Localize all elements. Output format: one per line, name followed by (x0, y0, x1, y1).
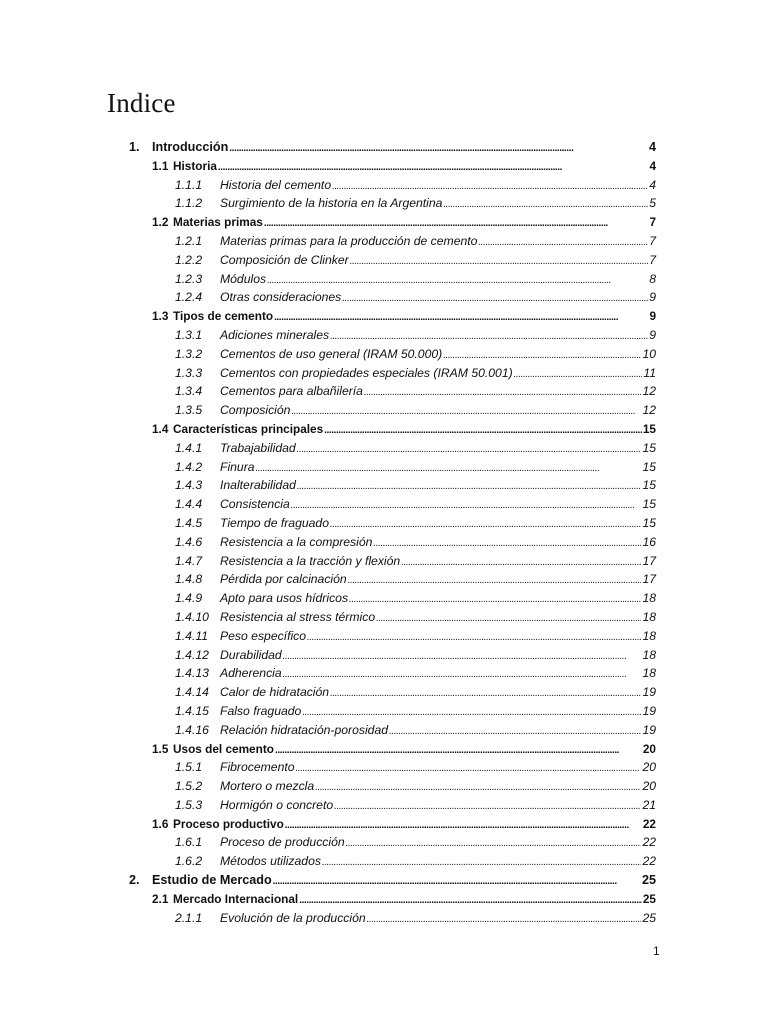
toc-entry[interactable] (0, 570, 768, 589)
toc-entry-page: 21 (642, 797, 656, 812)
toc-entry-number: 1.4.6 (175, 534, 203, 549)
toc-entry-page: 19 (642, 685, 656, 700)
toc-dot-leader (283, 664, 642, 685)
table-of-contents (0, 138, 768, 927)
toc-entry-page: 4 (649, 158, 656, 173)
toc-entry-title: Materias primas para la producción de cemento (220, 233, 478, 248)
toc-dot-leader (373, 533, 641, 554)
toc-entry[interactable] (0, 364, 768, 383)
toc-entry-title: Cementos de uso general (IRAM 50.000) (220, 346, 443, 361)
toc-dot-leader (267, 270, 648, 291)
toc-entry-page: 20 (642, 760, 656, 775)
toc-dot-leader (346, 833, 642, 854)
toc-entry[interactable] (0, 552, 768, 571)
toc-entry-number: 1.4.5 (175, 515, 203, 530)
toc-entry-number: 1.4.14 (175, 685, 209, 700)
toc-entry[interactable] (0, 702, 768, 721)
toc-entry-page: 4 (648, 140, 656, 154)
toc-entry-number: 1.3 (152, 309, 169, 324)
toc-entry[interactable] (0, 909, 768, 928)
toc-entry-number: 1.6.2 (175, 854, 203, 869)
toc-dot-leader (334, 796, 641, 817)
toc-entry-page: 15 (642, 440, 656, 455)
toc-dot-leader (348, 570, 642, 591)
toc-dot-leader (332, 176, 648, 197)
toc-entry-page: 25 (642, 910, 656, 925)
toc-entry-title: Falso fraguado (220, 703, 302, 718)
toc-entry-number: 1.1.1 (175, 177, 203, 192)
toc-entry-page: 4 (649, 177, 656, 192)
toc-entry-number: 1.2.4 (175, 290, 203, 305)
toc-entry-title: Adiciones minerales (220, 327, 330, 342)
toc-entry-title: Historia del cemento (220, 177, 332, 192)
toc-entry-title: Módulos (220, 271, 267, 286)
toc-entry[interactable] (0, 138, 768, 157)
toc-entry-title: Proceso de producción (220, 835, 345, 850)
toc-entry-page: 8 (649, 271, 656, 286)
toc-entry[interactable] (0, 890, 768, 909)
toc-entry-title: Resistencia al stress térmico (220, 609, 376, 624)
toc-entry[interactable] (0, 664, 768, 683)
toc-entry-page: 15 (642, 459, 656, 474)
toc-dot-leader (350, 251, 649, 272)
toc-entry-title: Adherencia (220, 666, 282, 681)
toc-dot-leader (275, 740, 642, 761)
toc-entry-page: 17 (642, 572, 656, 587)
toc-entry-page: 17 (642, 553, 656, 568)
toc-entry[interactable] (0, 382, 768, 401)
toc-entry[interactable] (0, 833, 768, 852)
toc-entry[interactable] (0, 288, 768, 307)
toc-entry-title: Cementos para albañilería (220, 384, 363, 399)
toc-entry-number: 1.4 (152, 421, 169, 436)
toc-entry[interactable] (0, 307, 768, 326)
toc-entry-number: 1.4.9 (175, 591, 203, 606)
toc-entry[interactable] (0, 852, 768, 871)
toc-entry-page: 10 (642, 346, 656, 361)
toc-entry-page: 7 (649, 215, 656, 230)
toc-entry-page: 11 (643, 365, 656, 380)
toc-entry[interactable] (0, 439, 768, 458)
toc-entry-title: Otras consideraciones (220, 290, 342, 305)
toc-entry-title: Relación hidratación-porosidad (220, 722, 389, 737)
toc-entry[interactable] (0, 514, 768, 533)
toc-entry[interactable] (0, 157, 768, 176)
toc-entry-page: 15 (642, 421, 656, 436)
toc-entry[interactable] (0, 194, 768, 213)
toc-entry-title: Características principales (173, 421, 324, 436)
toc-entry-page: 19 (642, 703, 656, 718)
toc-entry-number: 1.5.2 (175, 779, 203, 794)
toc-entry-number: 1.6.1 (175, 835, 203, 850)
toc-entry-page: 18 (642, 647, 656, 662)
toc-entry-title: Proceso productivo (173, 816, 284, 831)
toc-entry[interactable] (0, 646, 768, 665)
toc-dot-leader (299, 890, 642, 911)
toc-entry-number: 1.4.13 (175, 666, 209, 681)
toc-entry-title: Composición (220, 403, 291, 418)
toc-entry-number: 2.1.1 (175, 910, 203, 925)
toc-entry[interactable] (0, 740, 768, 759)
toc-dot-leader (229, 138, 648, 159)
toc-entry-page: 9 (649, 290, 656, 305)
toc-entry-page: 9 (649, 327, 656, 342)
toc-entry-number: 1.2.2 (175, 252, 203, 267)
toc-entry-number: 1.3.5 (175, 403, 203, 418)
toc-entry[interactable] (0, 476, 768, 495)
toc-entry-number: 1.5.3 (175, 797, 203, 812)
toc-entry-page: 22 (642, 854, 656, 869)
toc-entry-page: 7 (649, 233, 656, 248)
toc-dot-leader (349, 589, 641, 610)
toc-entry-title: Pérdida por calcinación (220, 572, 347, 587)
toc-entry[interactable] (0, 326, 768, 345)
toc-entry-title: Mortero o mezcla (220, 779, 315, 794)
toc-entry-title: Resistencia a la compresión (220, 534, 373, 549)
toc-entry-number: 1.4.1 (175, 440, 203, 455)
page-title: Indice (107, 88, 176, 118)
toc-entry-title: Composición de Clinker (220, 252, 349, 267)
toc-entry-page: 18 (642, 591, 656, 606)
toc-dot-leader (376, 608, 641, 629)
toc-dot-leader (364, 382, 641, 403)
toc-entry[interactable] (0, 796, 768, 815)
toc-dot-leader (514, 364, 643, 385)
toc-entry-number: 1.4.11 (175, 628, 208, 643)
toc-entry[interactable] (0, 232, 768, 251)
toc-dot-leader (389, 721, 641, 742)
toc-entry-title: Introducción (152, 140, 229, 154)
toc-entry-number: 1.2.1 (175, 233, 203, 248)
toc-dot-leader (342, 288, 648, 309)
toc-entry[interactable] (0, 213, 768, 232)
toc-entry-title: Historia (173, 158, 217, 173)
toc-entry-number: 1.4.16 (175, 722, 209, 737)
toc-entry[interactable] (0, 608, 768, 627)
toc-entry-title: Calor de hidratación (220, 685, 330, 700)
toc-entry-number: 2.1 (152, 891, 169, 906)
toc-dot-leader (285, 815, 642, 836)
toc-dot-leader (274, 307, 648, 328)
toc-entry-page: 12 (642, 384, 656, 399)
toc-entry-title: Usos del cemento (173, 741, 274, 756)
toc-entry-page: 18 (642, 666, 656, 681)
toc-entry-number: 1.4.15 (175, 703, 209, 718)
toc-entry[interactable] (0, 495, 768, 514)
toc-entry-number: 1.5.1 (175, 760, 203, 775)
toc-entry[interactable] (0, 683, 768, 702)
toc-entry-title: Cementos con propiedades especiales (IRAM 50.001) (220, 365, 513, 380)
toc-entry-title: Apto para usos hídricos (220, 591, 349, 606)
toc-entry-title: Inalterabilidad (220, 478, 296, 493)
page-number: 1 (653, 944, 660, 958)
toc-entry[interactable] (0, 251, 768, 270)
toc-entry[interactable] (0, 721, 768, 740)
toc-entry-page: 15 (642, 478, 656, 493)
toc-entry[interactable] (0, 589, 768, 608)
toc-entry-title: Surgimiento de la historia en la Argentina (220, 196, 443, 211)
toc-entry-title: Métodos utilizados (220, 854, 321, 869)
toc-dot-leader (401, 552, 641, 573)
toc-entry-number: 1.4.4 (175, 497, 203, 512)
toc-dot-leader (297, 476, 642, 497)
toc-entry-page: 9 (649, 309, 656, 324)
toc-entry-number: 1.3.2 (175, 346, 203, 361)
toc-entry[interactable] (0, 871, 768, 890)
toc-entry-page: 25 (642, 891, 656, 906)
toc-entry-page: 18 (642, 628, 656, 643)
toc-dot-leader (283, 646, 642, 667)
toc-dot-leader (218, 157, 649, 178)
toc-entry-page: 5 (649, 196, 656, 211)
toc-entry[interactable] (0, 345, 768, 364)
toc-entry-page: 12 (642, 403, 656, 418)
toc-entry-title: Finura (220, 459, 255, 474)
toc-entry-title: Durabilidad (220, 647, 282, 662)
toc-entry[interactable] (0, 458, 768, 477)
toc-dot-leader (291, 495, 642, 516)
toc-entry[interactable] (0, 176, 768, 195)
toc-dot-leader (330, 514, 641, 535)
toc-entry-number: 1.3.4 (175, 384, 203, 399)
toc-entry-title: Resistencia a la tracción y flexión (220, 553, 401, 568)
toc-dot-leader (324, 420, 642, 441)
toc-dot-leader (307, 627, 641, 648)
toc-entry-title: Estudio de Mercado (152, 873, 272, 888)
toc-entry[interactable] (0, 420, 768, 439)
toc-entry-page: 15 (642, 497, 656, 512)
toc-entry-number: 1.3.1 (175, 327, 203, 342)
toc-entry-page: 20 (642, 779, 656, 794)
toc-entry-page: 22 (642, 816, 656, 831)
toc-dot-leader (367, 909, 642, 930)
toc-entry-title: Evolución de la producción (220, 910, 366, 925)
toc-entry-number: 1. (129, 140, 140, 154)
toc-entry-title: Consistencia (220, 497, 290, 512)
toc-dot-leader (296, 758, 642, 779)
toc-entry[interactable] (0, 815, 768, 834)
toc-entry-number: 1.4.3 (175, 478, 203, 493)
toc-entry-number: 1.3.3 (175, 365, 203, 380)
toc-dot-leader (291, 401, 641, 422)
toc-entry-number: 1.6 (152, 816, 169, 831)
toc-dot-leader (297, 439, 642, 460)
toc-entry-title: Tiempo de fraguado (220, 515, 329, 530)
toc-entry-title: Peso específico (220, 628, 307, 643)
toc-entry-number: 1.4.7 (175, 553, 203, 568)
toc-entry-page: 25 (641, 873, 656, 888)
toc-dot-leader (264, 213, 649, 234)
toc-dot-leader (330, 326, 648, 347)
toc-dot-leader (322, 852, 641, 873)
toc-entry-page: 18 (642, 609, 656, 624)
toc-dot-leader (443, 194, 648, 215)
toc-entry-number: 1.2 (152, 215, 169, 230)
toc-entry-title: Tipos de cemento (173, 309, 274, 324)
toc-entry-number: 1.4.10 (175, 609, 209, 624)
toc-entry[interactable] (0, 758, 768, 777)
toc-dot-leader (330, 683, 641, 704)
toc-entry[interactable] (0, 777, 768, 796)
toc-entry-title: Trabajabilidad (220, 440, 296, 455)
toc-dot-leader (302, 702, 641, 723)
toc-entry-page: 19 (642, 722, 656, 737)
toc-dot-leader (443, 345, 641, 366)
toc-entry-page: 16 (642, 534, 656, 549)
toc-entry-number: 1.4.8 (175, 572, 203, 587)
toc-entry-number: 1.5 (152, 741, 169, 756)
toc-entry[interactable] (0, 533, 768, 552)
toc-entry-number: 1.4.12 (175, 647, 209, 662)
toc-entry-title: Hormigón o concreto (220, 797, 334, 812)
toc-entry-title: Mercado Internacional (173, 891, 299, 906)
toc-entry-page: 20 (642, 741, 656, 756)
toc-entry-number: 1.2.3 (175, 271, 203, 286)
toc-entry[interactable] (0, 627, 768, 646)
toc-dot-leader (478, 232, 648, 253)
toc-dot-leader (315, 777, 641, 798)
toc-entry-number: 1.1 (152, 158, 169, 173)
toc-entry-page: 22 (642, 835, 656, 850)
toc-entry-number: 1.4.2 (175, 459, 203, 474)
toc-dot-leader (256, 458, 642, 479)
toc-entry-page: 7 (649, 252, 656, 267)
toc-entry-number: 1.1.2 (175, 196, 203, 211)
toc-entry[interactable] (0, 401, 768, 420)
toc-entry-page: 15 (642, 515, 656, 530)
toc-entry-number: 2. (129, 873, 140, 888)
toc-entry-title: Fibrocemento (220, 760, 295, 775)
toc-entry-title: Materias primas (173, 215, 263, 230)
toc-entry[interactable] (0, 270, 768, 289)
toc-dot-leader (273, 871, 641, 892)
